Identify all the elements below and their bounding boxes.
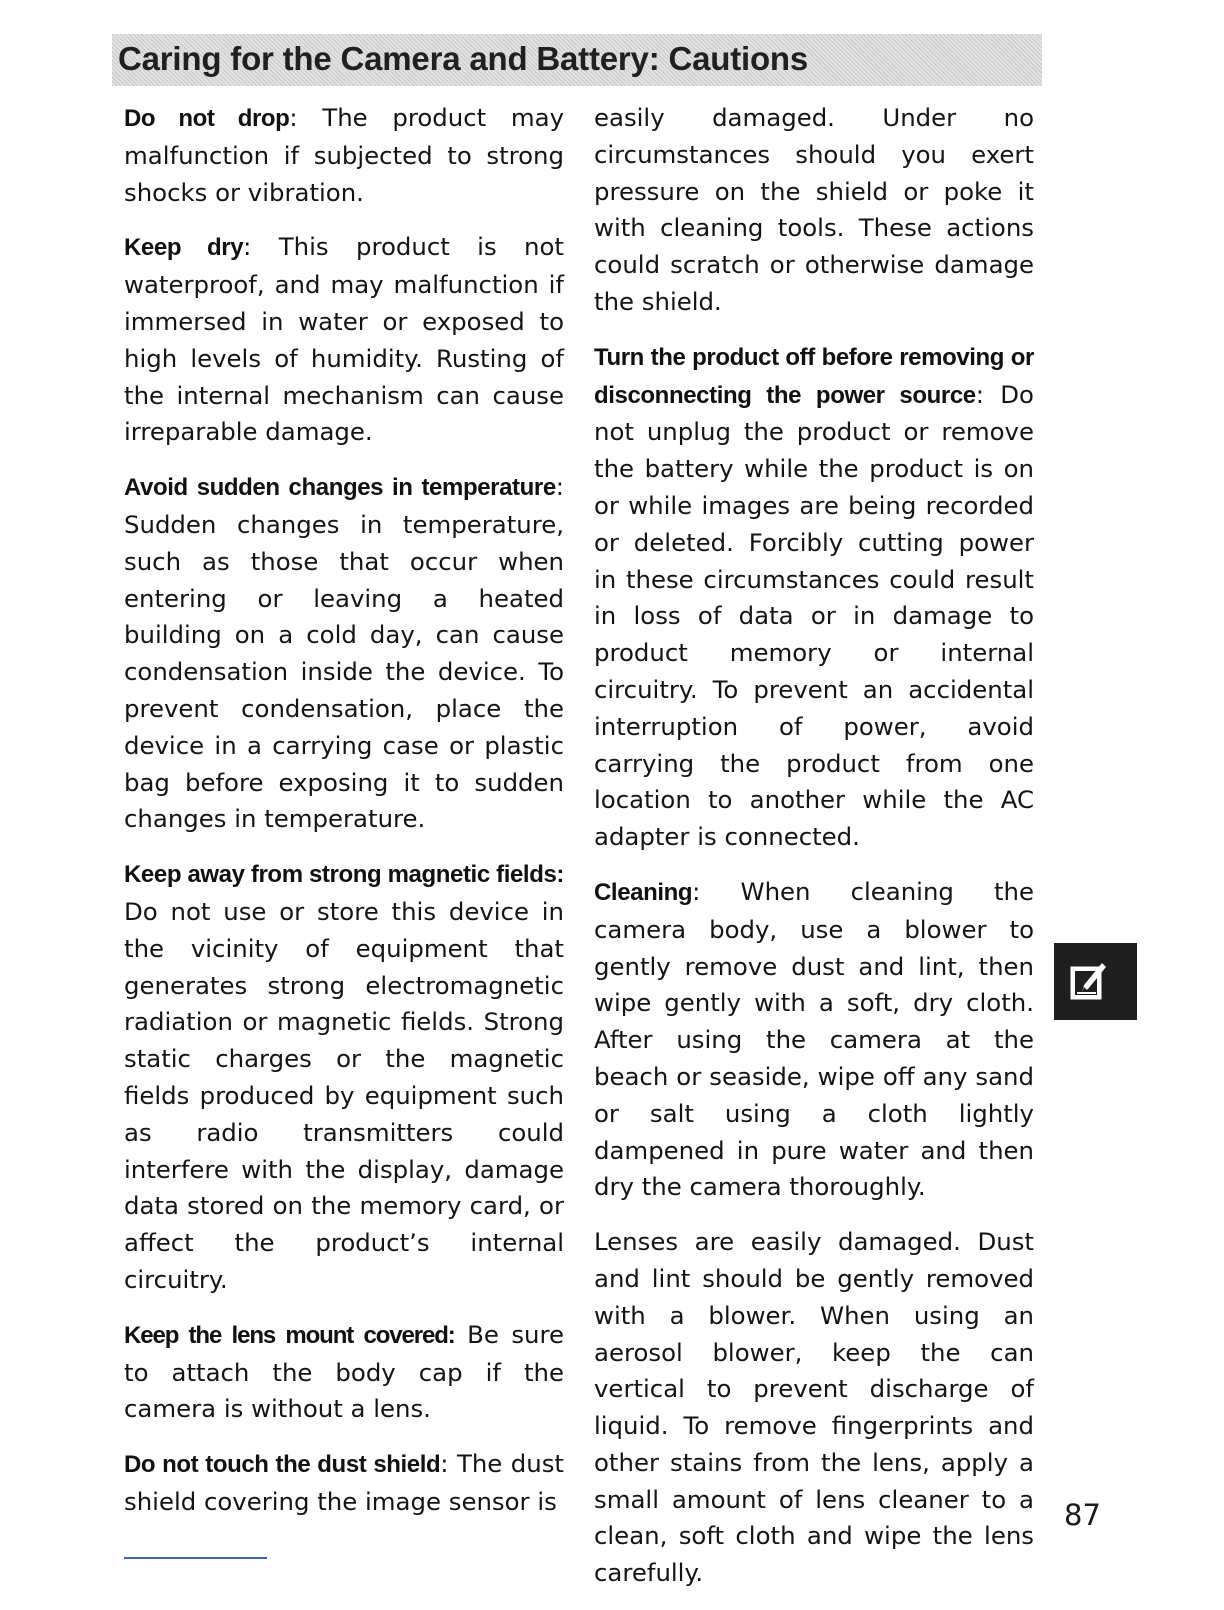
heading-separator: : bbox=[555, 472, 564, 502]
caution-text: When cleaning the camera body, use a blower to gently remove dust and lint, then wipe gently with a soft, dry cloth. After using the camera at the beach or seaside, wipe off any sand or salt using a cloth lightly dampened in pure water and then dry the camera thoroughly. bbox=[594, 876, 1034, 1202]
heading-separator: : bbox=[243, 232, 252, 262]
caution-heading: Keep dry bbox=[124, 234, 244, 262]
lens-care-paragraph: Lenses are easily damaged. Dust and lint should be gently removed with a blower. When using an aerosol blower, keep the can vertical to prevent discharge of liquid. To remove fingerprints and other stains from the lens, apply a small amount of lens cleaner to a clean, soft cloth and wipe the lens carefully. bbox=[594, 1227, 1034, 1588]
caution-text: Do not use or store this device in the vicinity of equipment that generates strong electromagnetic radiation or magnetic fields. Strong static charges or the magnetic fields produced by equipment such as radio transmitters could interfere with the display, damage data stored on the memory card, or affect the product’s internal circuitry. bbox=[124, 896, 564, 1294]
caution-paragraph bbox=[124, 100, 564, 211]
caution-heading: Keep the lens mount covered: bbox=[124, 1321, 455, 1349]
footer-rule bbox=[124, 1557, 267, 1559]
heading-separator: : bbox=[692, 876, 701, 906]
right-column bbox=[594, 100, 1034, 1610]
left-column bbox=[124, 100, 564, 1539]
caution-text: Sudden changes in temperature, such as those that occur when entering or leaving a heated building on a cold day, can cause condensation inside the device. To prevent condensation, place the device in a carrying case or plastic bag before exposing it to sudden changes in temperature. bbox=[124, 509, 564, 834]
page-number: 87 bbox=[1064, 1498, 1101, 1532]
caution-paragraph bbox=[594, 339, 1034, 856]
heading-separator: : bbox=[440, 1449, 449, 1479]
caution-paragraph bbox=[594, 874, 1034, 1206]
caution-heading: Cleaning bbox=[594, 878, 693, 906]
caution-paragraph bbox=[124, 856, 564, 1299]
caution-heading: Do not touch the dust shield bbox=[124, 1451, 441, 1479]
section-tab bbox=[1054, 943, 1137, 1020]
heading-separator: : bbox=[975, 379, 984, 409]
page-title: Caring for the Camera and Battery: Cautions bbox=[118, 40, 809, 77]
caution-paragraph bbox=[124, 229, 564, 451]
caution-heading: Avoid sudden changes in temperature bbox=[124, 474, 556, 502]
caution-paragraph bbox=[124, 1317, 564, 1428]
caution-heading: Do not drop bbox=[124, 105, 290, 132]
caution-heading: Keep away from strong magnetic fields: bbox=[124, 861, 564, 889]
heading-separator: : bbox=[289, 103, 298, 132]
caution-text: This product is not waterproof, and may malfunction if immersed in water or exposed to high levels of humidity. Rusting of the internal mechanism can cause irreparable damage. bbox=[124, 232, 564, 447]
caution-text: The product may malfunction if subjected to strong shocks or vibration. bbox=[124, 103, 564, 207]
caution-paragraph bbox=[124, 1446, 564, 1521]
caution-paragraph bbox=[124, 469, 564, 838]
caution-text: Be sure to attach the body cap if the camera is without a lens. bbox=[124, 1319, 564, 1424]
caution-heading: Turn the product off before removing or disconnecting the power source bbox=[594, 343, 1034, 409]
note-pencil-icon bbox=[1068, 959, 1110, 1003]
caution-text: Do not unplug the product or remove the battery while the product is on or while images are being recorded or deleted. Forcibly cutting power in these circumstances could result in loss of data or in damage to product memory or internal circuitry. To prevent an accidental interruption of power, avoid carrying the product from one location to another while the AC adapter is connected. bbox=[594, 379, 1034, 852]
caution-text: The dust shield covering the image sensor is bbox=[124, 1449, 564, 1516]
continued-paragraph: easily damaged. Under no circumstances should you exert pressure on the shield or poke it with cleaning tools. These actions could scratch or otherwise damage the shield. bbox=[594, 103, 1034, 316]
